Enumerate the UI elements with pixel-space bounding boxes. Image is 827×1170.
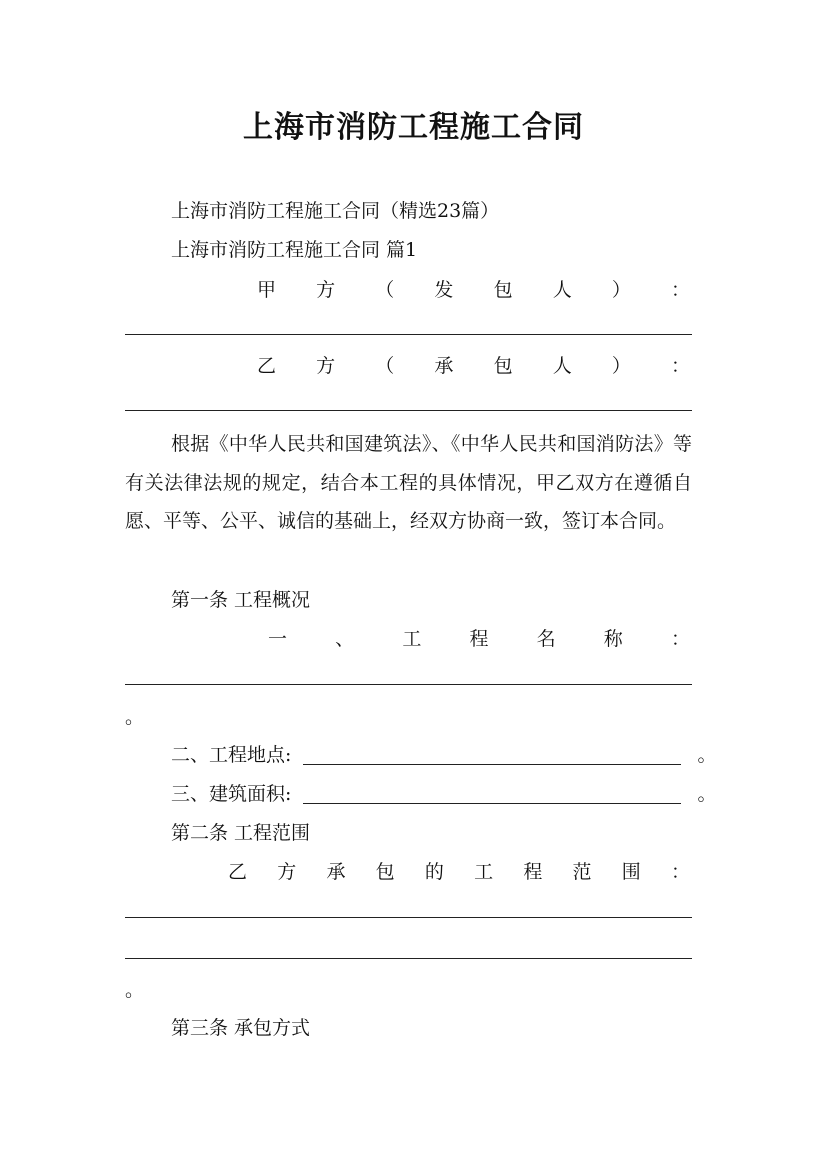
project-location-field [171, 742, 717, 768]
scope-char: 包 [375, 861, 395, 883]
party-b-char: 承 [434, 355, 454, 377]
scope-char: 方 [277, 861, 297, 883]
project-location-period: 。 [697, 744, 717, 766]
party-a-char: 甲 [257, 279, 277, 301]
article-2-heading: 第二条 工程范围 [171, 822, 311, 844]
project-name-char: 一 [268, 628, 288, 650]
party-a-char: 方 [316, 279, 336, 301]
party-a-char: （ [375, 279, 395, 301]
party-b-blank [125, 410, 692, 411]
party-b-char: 乙 [257, 355, 277, 377]
scope-label [228, 859, 690, 885]
article-1-heading: 第一条 工程概况 [171, 589, 311, 611]
scope-char: 乙 [228, 861, 248, 883]
party-a-char: 发 [434, 279, 454, 301]
project-name-char: 称 [603, 628, 623, 650]
project-name-char: 工 [402, 628, 422, 650]
party-a-blank [125, 334, 692, 335]
intro-paragraph: 根据《中华人民共和国建筑法》、《中华人民共和国消防法》等有关法律法规的规定，结合本工程的具体情况，甲乙双方在遵循自愿、平等、公平、诚信的基础上，经双方协商一致，签订本合同。 [125, 433, 692, 532]
party-b-char: 包 [493, 355, 513, 377]
scope-char: 程 [523, 861, 543, 883]
party-a-label [257, 277, 690, 303]
project-location-label: 二、工程地点: [171, 744, 292, 766]
scope-blank-1 [125, 917, 692, 918]
project-name-char: 程 [469, 628, 489, 650]
project-name-char: 名 [536, 628, 556, 650]
scope-char: 范 [572, 861, 592, 883]
project-name-blank [125, 684, 692, 685]
building-area-period: 。 [697, 783, 717, 805]
party-b-char: （ [375, 355, 395, 377]
scope-period: 。 [125, 979, 145, 1001]
party-a-char: ） [611, 279, 631, 301]
project-name-period: 。 [125, 706, 145, 728]
building-area-blank [303, 783, 681, 804]
party-a-char: ： [670, 279, 690, 301]
party-b-char: ） [611, 355, 631, 377]
scope-blank-2 [125, 958, 692, 959]
article-3-heading: 第三条 承包方式 [171, 1017, 311, 1039]
party-a-char: 人 [552, 279, 572, 301]
subtitle-chapter: 上海市消防工程施工合同 篇1 [171, 239, 418, 261]
project-name-char: ： [670, 628, 690, 650]
party-a-char: 包 [493, 279, 513, 301]
project-location-blank [303, 744, 681, 765]
scope-char: 工 [474, 861, 494, 883]
scope-char: ： [670, 861, 690, 883]
subtitle-collection: 上海市消防工程施工合同（精选23篇） [171, 200, 500, 222]
party-b-label [257, 353, 690, 379]
project-name-char: 、 [335, 628, 355, 650]
document-title: 上海市消防工程施工合同 [243, 110, 584, 145]
building-area-label: 三、建筑面积: [171, 783, 292, 805]
scope-char: 的 [424, 861, 444, 883]
scope-char: 围 [621, 861, 641, 883]
building-area-field [171, 781, 717, 807]
project-name-label [268, 626, 690, 652]
party-b-char: 方 [316, 355, 336, 377]
scope-char: 承 [326, 861, 346, 883]
party-b-char: 人 [552, 355, 572, 377]
party-b-char: ： [670, 355, 690, 377]
